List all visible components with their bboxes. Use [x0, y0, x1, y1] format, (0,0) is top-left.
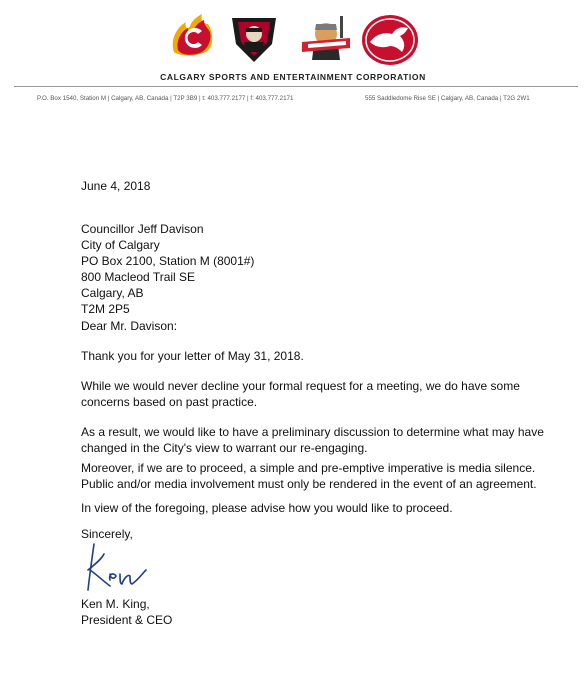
body-paragraph: Thank you for your letter of May 31, 2018.	[81, 349, 304, 363]
signer-name: Ken M. King,	[81, 597, 150, 611]
letterhead-logos	[0, 14, 586, 74]
salutation: Dear Mr. Davison:	[81, 319, 178, 333]
letter-date: June 4, 2018	[81, 179, 151, 193]
body-paragraph: In view of the foregoing, please advise how you would like to proceed.	[81, 501, 453, 515]
signer-title: President & CEO	[81, 613, 173, 627]
letterhead-divider	[14, 86, 578, 87]
recipient-street: 800 Macleod Trail SE	[81, 270, 196, 284]
flames-logo-icon	[168, 14, 216, 58]
recipient-organization: City of Calgary	[81, 238, 160, 252]
hitmen-logo-icon	[228, 14, 280, 64]
recipient-postal-code: T2M 2P5	[81, 302, 130, 316]
street-address: 555 Saddledome Rise SE | Calgary, AB, Canada | T2G 2W1	[365, 95, 530, 102]
recipient-name: Councillor Jeff Davison	[81, 222, 204, 236]
body-paragraph: Moreover, if we are to proceed, a simple and pre-emptive imperative is media silence. Public and/or media involvement must only be rendered in the event of an agreement.	[81, 461, 537, 491]
body-paragraph: While we would never decline your formal request for a meeting, we do have some concerns based on past practice.	[81, 379, 520, 409]
mailing-address: P.O. Box 1540, Station M | Calgary, AB, Canada | T2P 3B9 | t: 403.777.2177 | f: 403.777.2171	[37, 95, 294, 102]
handwritten-signature	[80, 540, 160, 603]
body-paragraph: As a result, we would like to have a preliminary discussion to determine what may have changed in the City's view to warrant our re-engaging.	[81, 425, 544, 455]
stampeders-logo-icon	[360, 14, 420, 66]
recipient-po-box: PO Box 2100, Station M (8001#)	[81, 254, 255, 268]
company-name: CALGARY SPORTS AND ENTERTAINMENT CORPORATION	[160, 72, 426, 82]
roughnecks-logo-icon	[300, 14, 352, 66]
closing: Sincerely,	[81, 527, 133, 541]
recipient-block	[81, 221, 254, 317]
recipient-city: Calgary, AB	[81, 286, 144, 300]
